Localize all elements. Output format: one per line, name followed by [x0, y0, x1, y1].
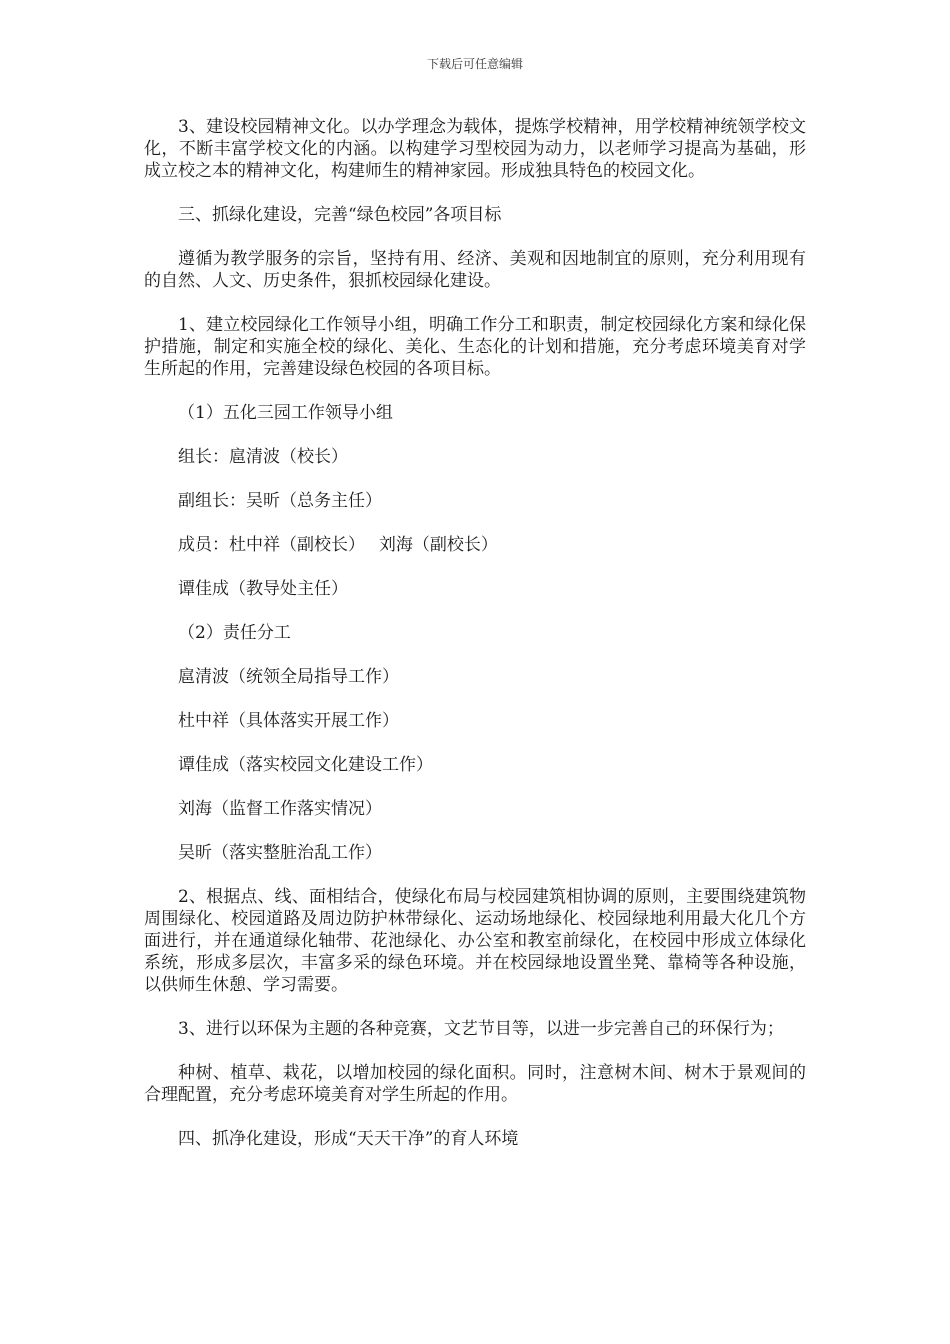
list-item-responsibility-du: 杜中祥（具体落实开展工作） [178, 711, 399, 731]
list-item-group-leader: 组长：扈清波（校长） [178, 447, 348, 467]
paragraph-planting: 种树、植草、栽花，以增加校园的绿化面积。同时，注意树木间、树木于景观间的合理配置，充分考虑环境美育对学生所起的作用。 [144, 1063, 806, 1105]
paragraph-greening-leadership-group: 1、建立校园绿化工作领导小组，明确工作分工和职责，制定校园绿化方案和绿化保护措施，制定和实施全校的绿化、美化、生态化的计划和措施，充分考虑环境美育对学生所起的作用，完善建设绿色校园的各项目标。 [144, 315, 806, 379]
document-body [144, 116, 806, 1150]
list-item-deputy-leader: 副组长：吴昕（总务主任） [178, 491, 382, 511]
section-heading-greening: 三、抓绿化建设，完善“绿色校园”各项目标 [178, 205, 502, 225]
list-item-responsibility-liu: 刘海（监督工作落实情况） [178, 799, 382, 819]
list-item-members: 成员：杜中祥（副校长） 刘海（副校长） [178, 535, 498, 555]
paragraph-greening-layout: 2、根据点、线、面相结合，使绿化布局与校园建筑相协调的原则，主要围绕建筑物周围绿化、校园道路及周边防护林带绿化、运动场地绿化、校园绿地利用最大化几个方面进行，并在通道绿化轴带、花池绿化、办公室和教室前绿化，在校园中形成立体绿化系统，形成多层次，丰富多采的绿色环境。并在校园绿地设置坐凳、靠椅等各种设施，以供师生休憩、学习需要。 [144, 887, 806, 995]
list-item-responsibility-tan: 谭佳成（落实校园文化建设工作） [178, 755, 433, 775]
paragraph-campus-spirit-culture: 3、建设校园精神文化。以办学理念为载体，提炼学校精神，用学校精神统领学校文化，不断丰富学校文化的内涵。以构建学习型校园为动力，以老师学习提高为基础，形成立校之本的精神文化，构建师生的精神家园。形成独具特色的校园文化。 [144, 117, 806, 181]
section-heading-cleanliness: 四、抓净化建设，形成“天天干净”的育人环境 [178, 1129, 519, 1149]
list-item-responsibility-wu: 吴昕（落实整脏治乱工作） [178, 843, 382, 863]
list-item-responsibility-hu: 扈清波（统领全局指导工作） [178, 667, 399, 687]
paragraph-greening-principles: 遵循为教学服务的宗旨，坚持有用、经济、美观和因地制宜的原则，充分利用现有的自然、人文、历史条件，狠抓校园绿化建设。 [144, 249, 806, 291]
list-item-member-tan: 谭佳成（教导处主任） [178, 579, 348, 599]
subheading-leadership-group: （1）五化三园工作领导小组 [178, 403, 393, 423]
paragraph-environmental-competitions: 3、进行以环保为主题的各种竞赛，文艺节目等，以进一步完善自己的环保行为； [178, 1019, 784, 1039]
page-header-note: 下载后可任意编辑 [426, 57, 523, 71]
subheading-responsibilities: （2）责任分工 [178, 623, 291, 643]
